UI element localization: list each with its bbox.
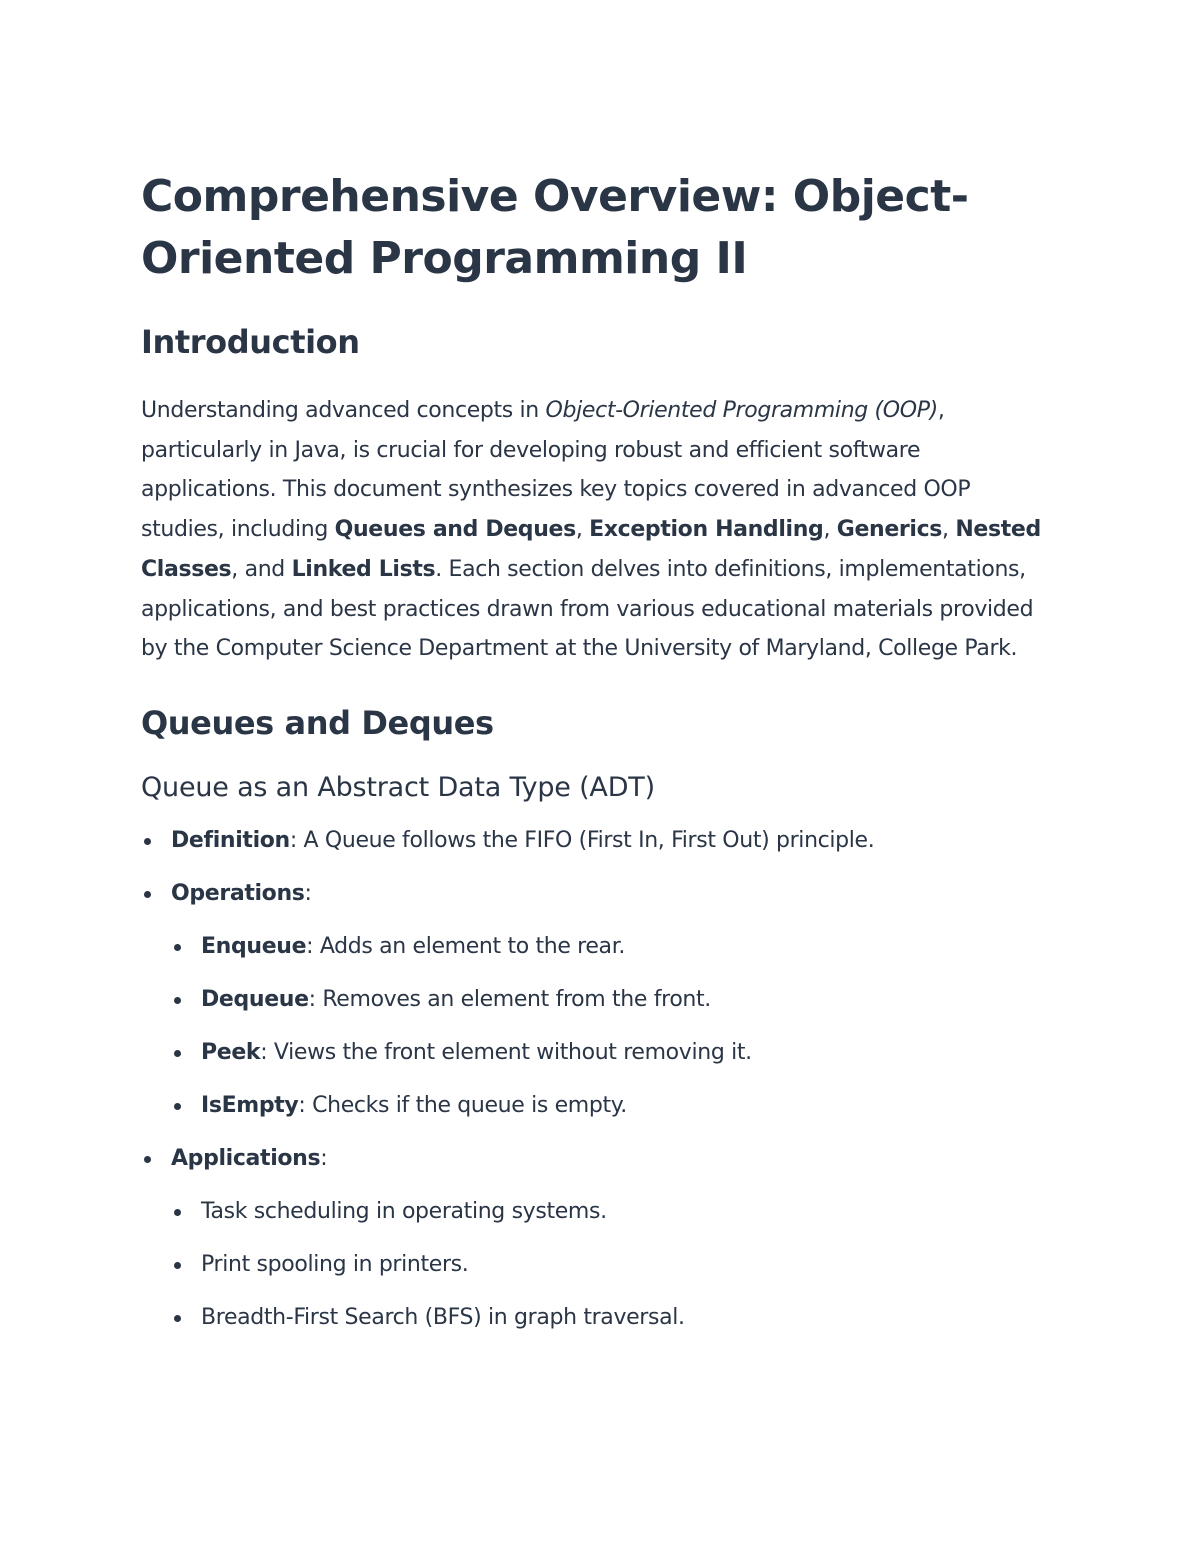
intro-topic-exceptions: Exception Handling — [589, 517, 824, 543]
applications-colon: : — [320, 1145, 328, 1171]
definition-label: Definition — [171, 827, 290, 853]
bullet-icon — [174, 1262, 181, 1269]
queue-bullet-list — [141, 825, 1046, 1334]
operation-text: : Removes an element from the front. — [308, 986, 711, 1012]
bullet-icon — [174, 1315, 181, 1322]
operation-text: : Views the front element without removing it. — [260, 1039, 752, 1065]
application-text: Print spooling in printers. — [201, 1251, 469, 1277]
bullet-icon — [174, 1050, 181, 1057]
list-item-application — [171, 1249, 1046, 1281]
intro-separator: , — [575, 517, 590, 543]
applications-sublist — [171, 1196, 1046, 1334]
bullet-icon — [144, 838, 151, 845]
list-item-application — [171, 1302, 1046, 1334]
document-title: Comprehensive Overview: Object-Oriented Programming II — [141, 171, 969, 284]
intro-text-2: , particularly in Java, is crucial for developing robust and efficient software applications. This document synthesizes key topics covered in advanced OOP studies, including — [141, 398, 971, 543]
queue-adt-subheading: Queue as an Abstract Data Type (ADT) — [141, 771, 655, 803]
operation-text: : Adds an element to the rear. — [306, 933, 626, 959]
operations-sublist — [171, 931, 1046, 1122]
document-page — [141, 166, 1046, 1334]
definition-text: : A Queue follows the FIFO (First In, First Out) principle. — [289, 827, 875, 853]
intro-separator: , and — [231, 556, 292, 582]
list-item-application — [171, 1196, 1046, 1228]
list-item-definition — [141, 825, 1046, 857]
list-item-dequeue — [171, 984, 1046, 1016]
bullet-icon — [144, 1156, 151, 1163]
operation-label: Peek — [201, 1039, 261, 1065]
bullet-icon — [174, 1103, 181, 1110]
list-item-peek — [171, 1037, 1046, 1069]
intro-topic-linked-lists: Linked Lists — [291, 556, 436, 582]
intro-separator: , — [942, 517, 956, 543]
list-item-enqueue — [171, 931, 1046, 963]
applications-label: Applications — [171, 1145, 321, 1171]
operations-label: Operations — [171, 880, 305, 906]
application-text: Task scheduling in operating systems. — [201, 1198, 607, 1224]
intro-oop-emphasis: Object-Oriented Programming (OOP) — [545, 398, 938, 423]
list-item-isempty — [171, 1090, 1046, 1122]
operation-label: IsEmpty — [201, 1092, 299, 1118]
intro-text-3: . Each section delves into definitions, implementations, applications, and best practices drawn from various educational materials provided by the Computer Science Department at the University of Maryland, College Park. — [141, 556, 1034, 662]
introduction-paragraph — [141, 391, 1046, 669]
intro-topic-queues: Queues and Deques — [334, 517, 576, 543]
list-item-operations — [141, 878, 1046, 1122]
operations-colon: : — [304, 880, 312, 906]
list-item-applications — [141, 1143, 1046, 1334]
intro-topic-generics: Generics — [836, 517, 943, 543]
intro-text-1: Understanding advanced concepts in — [141, 398, 546, 423]
introduction-heading: Introduction — [141, 323, 360, 361]
operation-label: Enqueue — [201, 933, 307, 959]
bullet-icon — [144, 891, 151, 898]
operation-label: Dequeue — [201, 986, 309, 1012]
operation-text: : Checks if the queue is empty. — [298, 1092, 627, 1118]
bullet-icon — [174, 944, 181, 951]
bullet-icon — [174, 997, 181, 1004]
application-text: Breadth-First Search (BFS) in graph traversal. — [201, 1304, 685, 1330]
intro-separator: , — [823, 517, 837, 543]
intro-topic-nested-classes: Nested Classes — [141, 517, 1041, 582]
bullet-icon — [174, 1209, 181, 1216]
queues-heading: Queues and Deques — [141, 703, 494, 742]
